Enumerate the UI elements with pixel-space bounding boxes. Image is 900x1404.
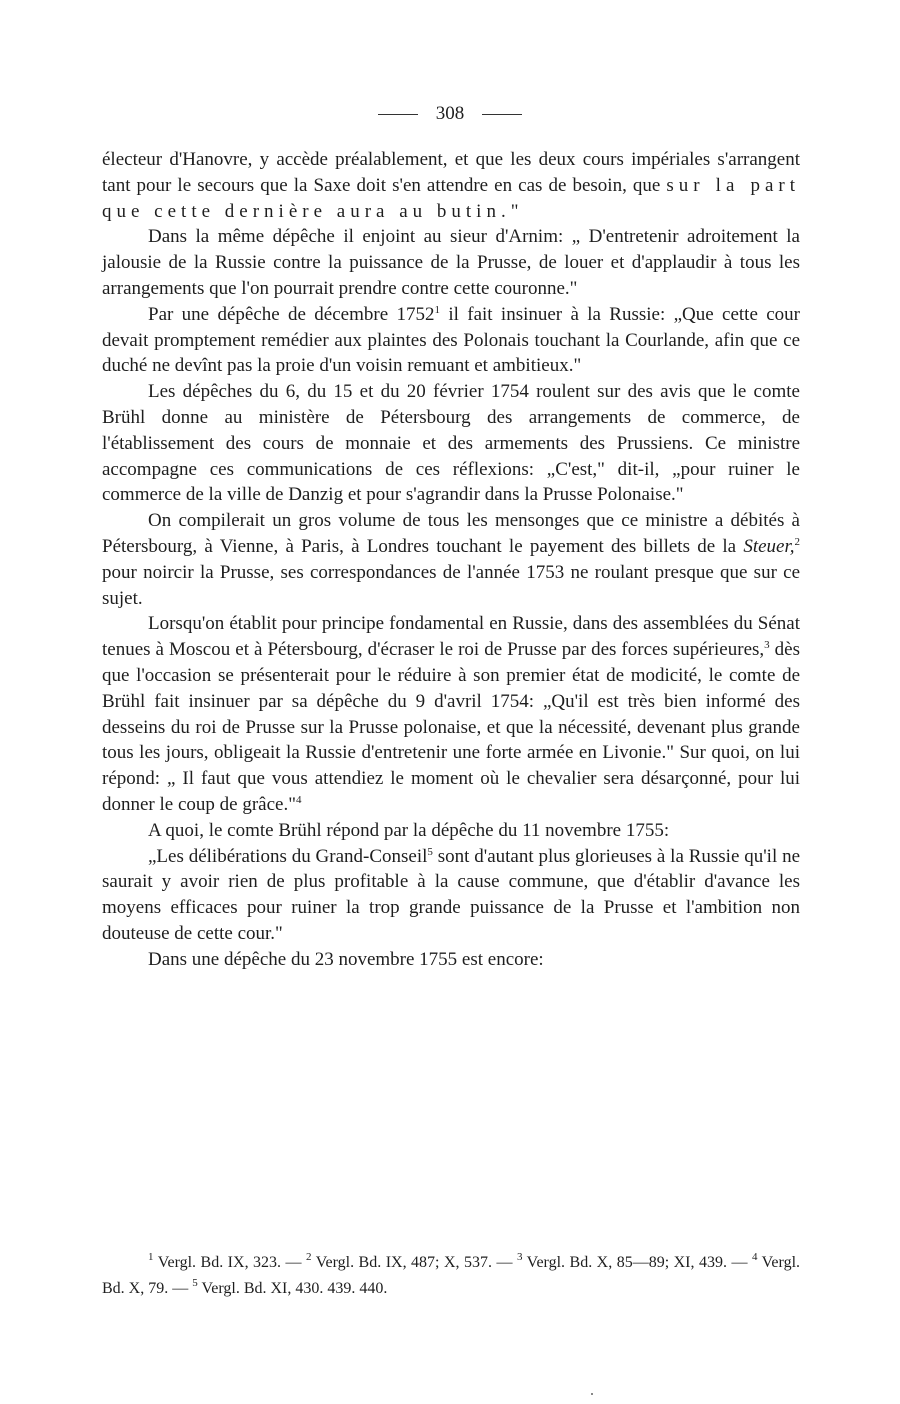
footnote-ref-2: 2: [794, 535, 800, 548]
footnote-ref-1: 1: [434, 303, 440, 316]
footnote-ref-3: 3: [764, 639, 770, 652]
paragraph-7: A quoi, le comte Brühl répond par la dépêche du 11 novembre 1755:: [148, 819, 670, 841]
paragraph-3: Par une dépêche de décembre 1752$^1$ il fait insinuer à la Russie: „Que cette cour devait promptement remédier aux plaintes des Polonais touchant la Courlande, afin que ce duché ne devînt pas la proie d'un voisin remuant et ambitieux.": [102, 303, 801, 377]
paragraph-9: Dans une dépêche du 23 novembre 1755 est encore:: [148, 948, 544, 970]
page-number: 308: [435, 103, 465, 124]
header-dash-left: [378, 114, 418, 115]
italic-term: Steuer,: [743, 535, 795, 557]
paragraph-5: On compilerait un gros volume de tous les mensonges que ce ministre a débités à Pétersbourg, à Vienne, à Paris, à Londres touchant le payement des billets de la Steuer,$^2$ pour noircir la Prusse, ses correspondances de l'année 1753 ne roulant presque que sur ce sujet.: [102, 510, 800, 609]
paragraph-8: „Les délibérations du Grand-Conseil$^5$ sont d'autant plus glorieuses à la Russie qu'il ne saurait y avoir rien de plus profitable à la cause commune, que d'établir d'avance les moyens efficaces pour ruiner la trop grande puissance de la Prusse et l'ambition non douteuse de cette cour.": [102, 845, 801, 944]
paragraph-2: Dans la même dépêche il enjoint au sieur d'Arnim: „ D'entretenir adroitement la jalousie de la Russie contre la puissance de la Prusse, de louer et d'applaudir à tous les arrangements que l'on pourrait prendre contre cette couronne.": [102, 226, 800, 299]
paragraph-1: électeur d'Hanovre, y accède préalablement, et que les deux cours impériales s'arrangent tant pour le secours que la Saxe doit s'en attendre en cas de besoin, que sur la part que cette dernière aura au butin.": [102, 149, 800, 222]
footnote-ref-4: 4: [295, 793, 302, 806]
body-text: [102, 147, 800, 973]
print-mark: [591, 1393, 593, 1395]
footnote-ref-5: 5: [427, 845, 433, 858]
footnotes: [102, 1250, 800, 1302]
spaced-emphasis: sur la part que cette dernière aura au butin.: [102, 174, 800, 222]
header-dash-right: [482, 114, 522, 115]
paragraph-6: Lorsqu'on établit pour principe fondamental en Russie, dans des assemblées du Sénat tenues à Moscou et à Pétersbourg, d'écraser le roi de Prusse par des forces supérieures,$^3$ dès que l'occasion se présenterait pour le réduire à son premier état de modicité, le comte de Brühl fait insinuer par sa dépêche du 9 d'avril 1754: „Qu'il est très bien informé des desseins du roi de Prusse sur la Prusse polonaise, et que la nécessité, devenant plus grande tous les jours, obligeait la Russie d'entretenir une forte armée en Livonie." Sur quoi, on lui répond: „ Il faut que vous attendiez le moment où le chevalier sera désarçonné, pour lui donner le coup de grâce."$^4$: [102, 613, 800, 815]
footnote-line: $^1$ Vergl. Bd. IX, 323. — $^2$ Vergl. Bd. IX, 487; X, 537. — $^3$ Vergl. Bd. X, 85—89; XI, 439. — $^4$ Vergl. Bd. X, 79. — $^5$ Vergl. Bd. XI, 430. 439. 440.: [102, 1251, 801, 1297]
page-header: [0, 100, 900, 128]
paragraph-4: Les dépêches du 6, du 15 et du 20 février 1754 roulent sur des avis que le comte Brühl donne au ministère de Pétersbourg des arrangements de commerce, de l'établissement des cours de monnaie et des armements des Prussiens. Ce ministre accompagne ces communications de ces réflexions: „C'est," dit-il, „pour ruiner le commerce de la ville de Danzig et pour s'agrandir dans la Prusse Polonaise.": [102, 381, 800, 506]
